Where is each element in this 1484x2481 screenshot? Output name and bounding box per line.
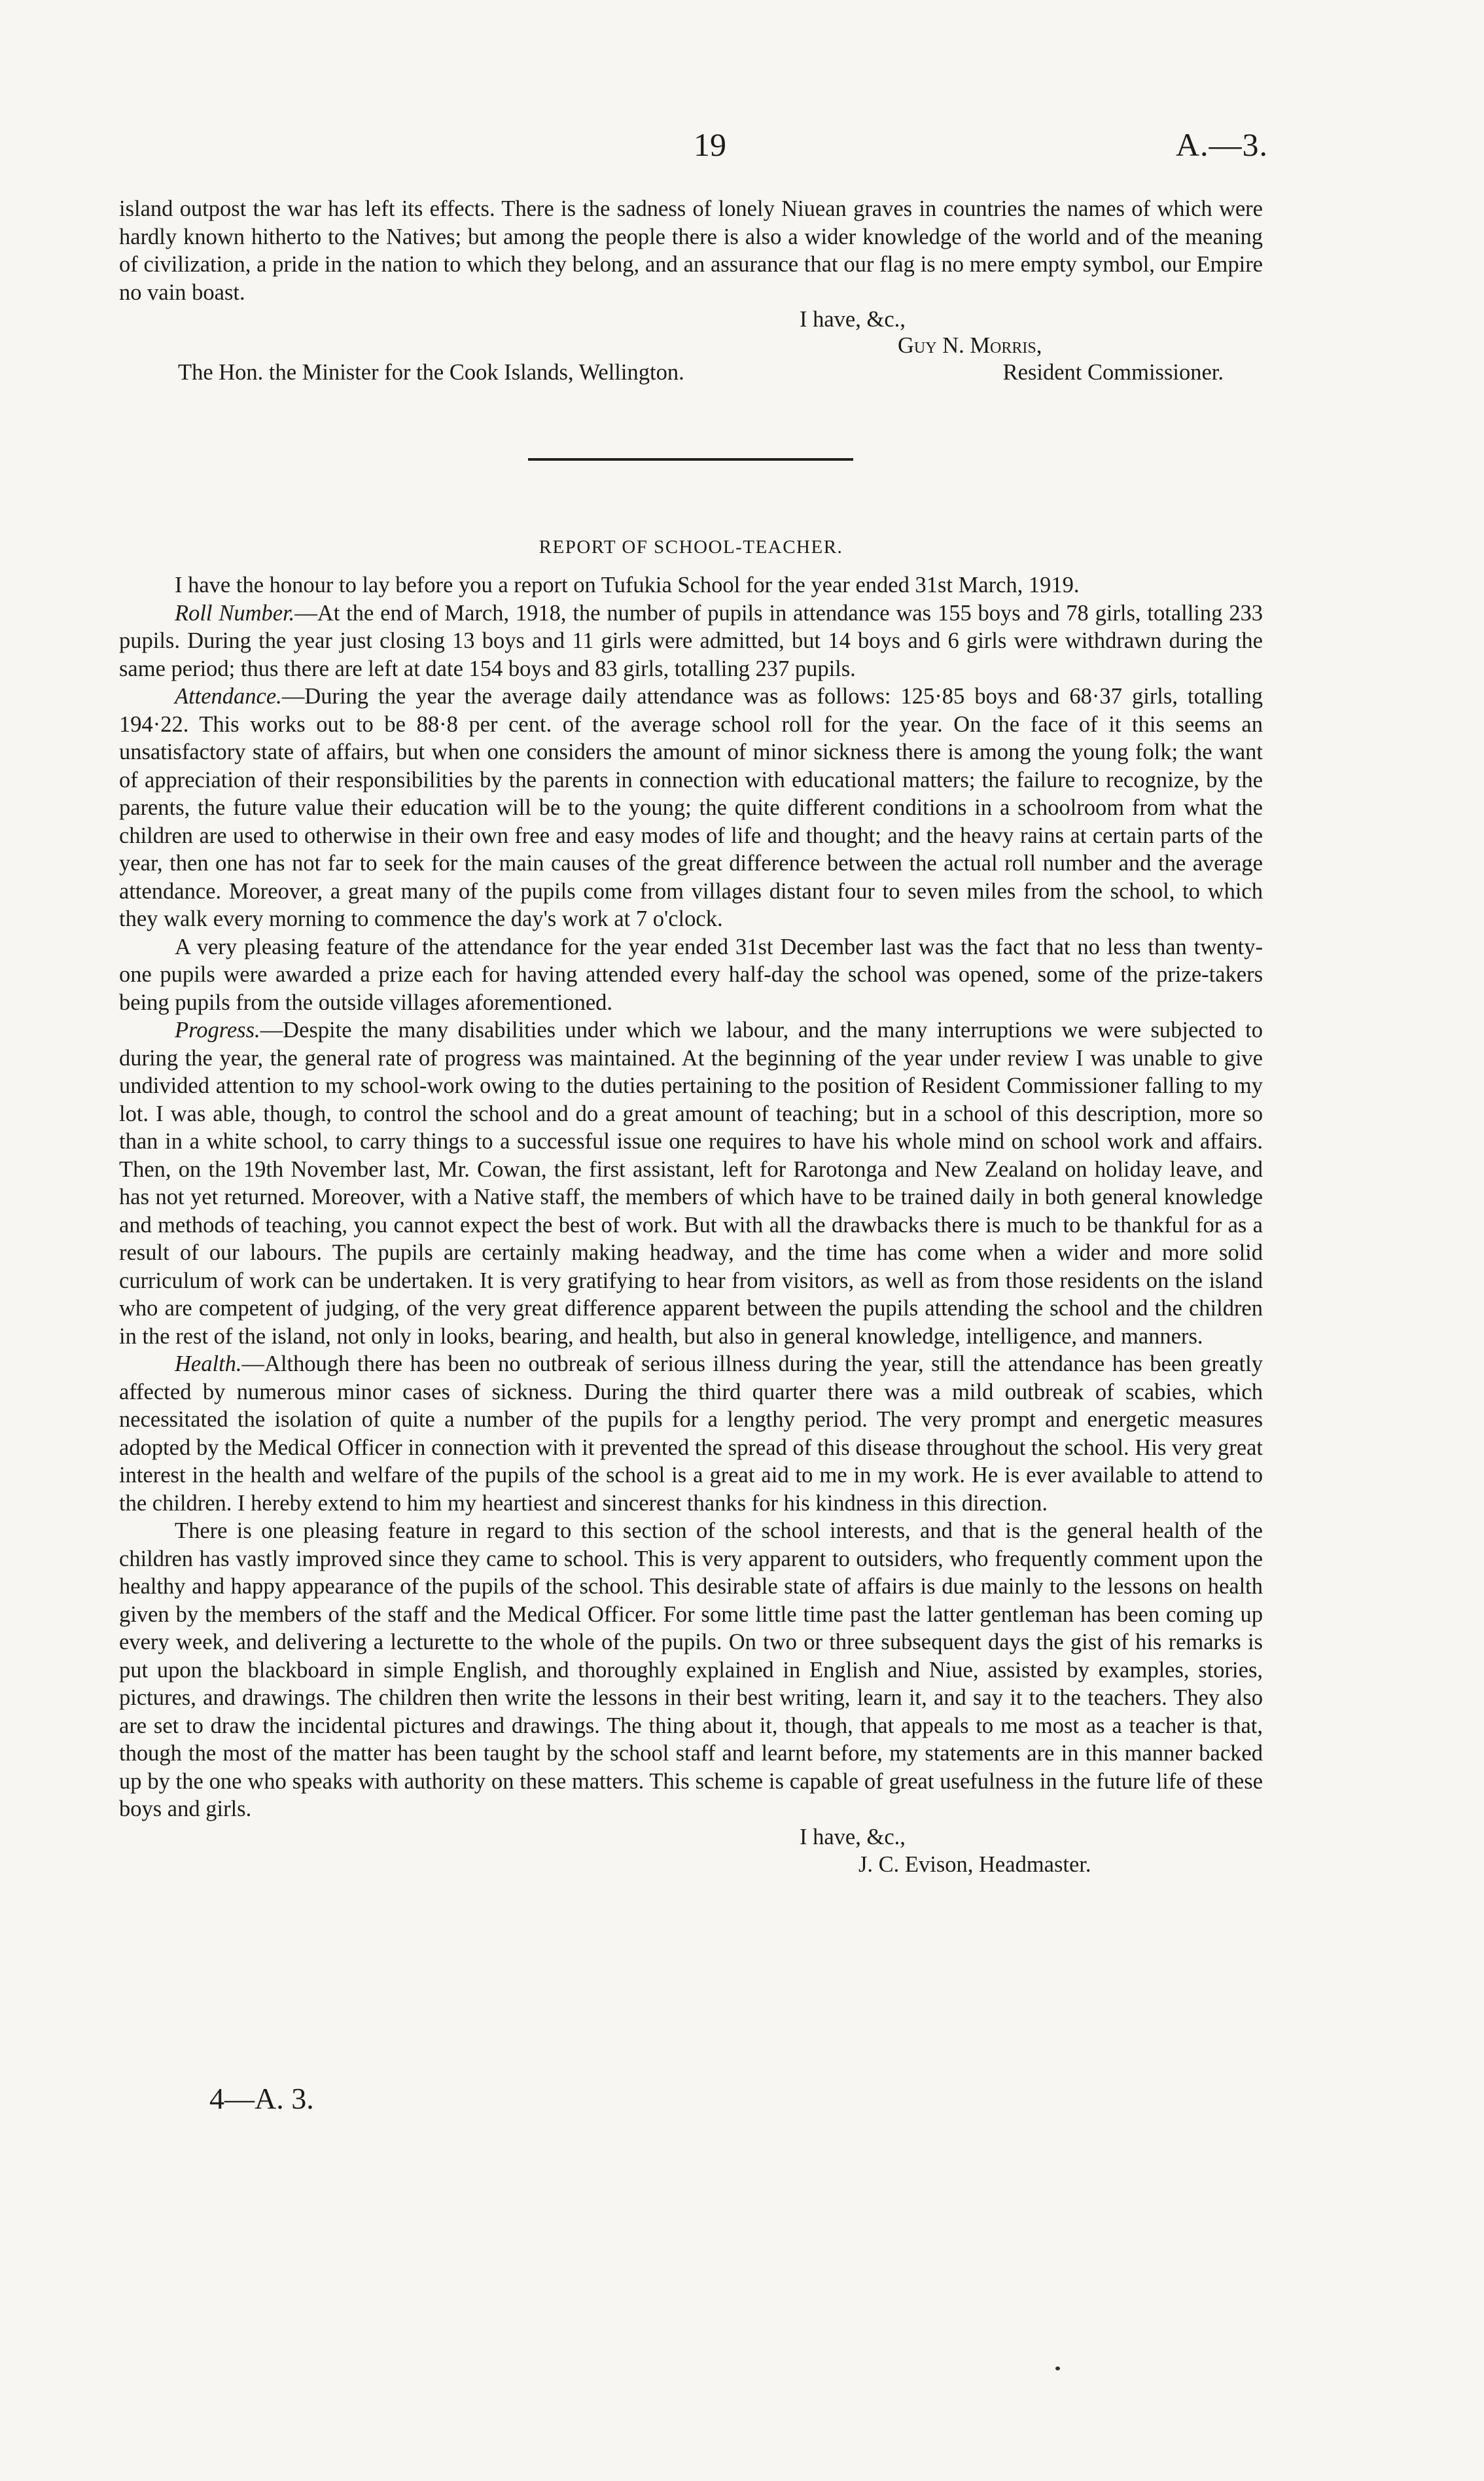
progress-heading: Progress.	[175, 1018, 260, 1043]
attendance-heading: Attendance.	[175, 684, 282, 709]
printer-signature-mark: 4—A. 3.	[209, 2082, 314, 2115]
report-signatory: J. C. Evison, Headmaster.	[858, 1851, 1091, 1877]
attendance-text: —During the year the average daily attendance was as follows: 125·85 boys and 68·37 girls, totalling 194·22. This works out to be 88·8 per cent. of the average school roll for the year. On the face of it this seems an unsatisfactory state of affairs, but when one considers the amount of minor sickness there is among the young folk; the want of appreciation of their responsibilities by the parents in connection with educational matters; the failure to recognize, by the parents, the future value their education will be to the young; the quite different conditions in a schoolroom from what the children are used to otherwise in their own free and easy modes of life and thought; and the heavy rains at certain parts of the year, then one has not far to seek for the main causes of the great difference between the actual roll number and the average attendance. Moreover, a great many of the pupils come from villages distant four to seven miles from the school, to which they walk every morning to commence the day's work at 7 o'clock.	[119, 684, 1263, 931]
attendance-paragraph	[119, 683, 1263, 933]
roll-number-heading: Roll Number.	[175, 600, 295, 626]
health-heading: Health.	[175, 1351, 242, 1376]
health-paragraph	[119, 1350, 1263, 1517]
roll-number-text: —At the end of March, 1918, the number of pupils in attendance was 155 boys and 78 girls, totalling 233 pupils. During the year just closing 13 boys and 11 girls were admitted, but 14 boys and 6 girls were withdrawn during the same period; thus there are left at date 154 boys and 83 girls, totalling 237 pupils.	[119, 600, 1263, 681]
ink-speck	[1055, 2366, 1060, 2370]
report-intro: I have the honour to lay before you a report on Tufukia School for the year ended 31st March, 1919.	[175, 573, 1080, 598]
report-signoff	[800, 1823, 1263, 1878]
continuation-paragraph: island outpost the war has left its effects. There is the sadness of lonely Niuean graves in countries the names of which were hardly known hitherto to the Natives; but among the people there is also a wider knowledge of the world and of the meaning of civilization, a pride in the nation to which they belong, and an assurance that our flag is no mere empty symbol, our Empire no vain boast.	[119, 196, 1263, 305]
address-line	[119, 359, 1263, 387]
addressee: The Hon. the Minister for the Cook Islands, Wellington.	[178, 360, 684, 385]
health-text: —Although there has been no outbreak of serious illness during the year, still the attendance has been greatly affected by numerous minor cases of sickness. During the third quarter there was a mild outbreak of scabies, which necessitated the isolation of quite a number of the pupils for a lengthy period. The very prompt and energetic measures adopted by the Medical Officer in connection with it prevented the spread of this disease throughout the school. His very great interest in the health and welfare of the pupils of the school is a great aid to me in my work. He is ever available to attend to the children. I hereby extend to him my heartiest and sincerest thanks for his kindness in this direction.	[119, 1351, 1263, 1516]
signatory-name: Guy N. Morris,	[898, 333, 1042, 358]
page-number: 19	[694, 126, 726, 163]
progress-text: —Despite the many disabilities under which we labour, and the many interruptions we were subjected to during the year, the general rate of progress was maintained. At the beginning of the year under review I was unable to give undivided attention to my school-work owing to the duties pertaining to the position of Resident Commissioner falling to my lot. I was able, though, to control the school and do a great amount of teaching; but in a school of this description, more so than in a white school, to carry things to a successful issue one requires to have his whole mind on school work and affairs. Then, on the 19th November last, Mr. Cowan, the first assistant, left for Rarotonga and New Zealand on holiday leave, and has not yet returned. Moreover, with a Native staff, the members of which have to be trained daily in both general knowledge and methods of teaching, you cannot expect the best of work. But with all the drawbacks there is much to be thankful for as a result of our labours. The pupils are certainly making headway, and the time has come when a wider and more solid curriculum of work can be undertaken. It is very gratifying to hear from visitors, as well as from those residents on the island who are competent of judging, of the very great difference apparent between the pupils attending the school and the children in the rest of the island, not only in looks, bearing, and health, but also in general knowledge, intelligence, and manners.	[119, 1018, 1263, 1349]
health-paragraph-2: There is one pleasing feature in regard to this section of the school interests, and that is the general health of the children has vastly improved since they came to school. This is very apparent to outsiders, who frequently comment upon the healthy and happy appearance of the pupils of the school. This desirable state of affairs is due mainly to the lessons on health given by the members of the staff and the Medical Officer. For some little time past the latter gentleman has been coming up every week, and delivering a lecturette to the whole of the pupils. On two or three subsequent days the gist of his remarks is put upon the blackboard in simple English, and thoroughly explained in English and Niue, assisted by examples, stories, pictures, and drawings. The children then write the lessons in their best writing, learn it, and say it to the teachers. They also are set to draw the incidental pictures and drawings. The thing about it, though, that appeals to me most as a teacher is that, though the most of the matter has been taught by the school staff and learnt before, my statements are in this manner backed up by the one who speaks with authority on these matters. This scheme is capable of great usefulness in the future life of these boys and girls.	[119, 1518, 1263, 1821]
roll-number-paragraph	[119, 599, 1263, 683]
progress-paragraph	[119, 1016, 1263, 1350]
attendance-paragraph-2: A very pleasing feature of the attendance for the year ended 31st December last was the fact that no less than twenty-one pupils were awarded a prize each for having attended every half-day the school was opened, some of the prize-takers being pupils from the outside villages aforementioned.	[119, 934, 1263, 1015]
series-reference: A.—3.	[1175, 126, 1268, 163]
report-title: REPORT OF SCHOOL-TEACHER.	[539, 537, 843, 558]
letter-signoff	[800, 306, 1263, 359]
section-divider	[528, 458, 853, 461]
signatory-title: Resident Commissioner.	[1002, 360, 1224, 385]
closing-formula: I have, &c.,	[800, 307, 906, 332]
school-report	[119, 571, 1263, 1878]
continuation-letter	[119, 195, 1263, 387]
report-closing-formula: I have, &c.,	[800, 1824, 906, 1849]
